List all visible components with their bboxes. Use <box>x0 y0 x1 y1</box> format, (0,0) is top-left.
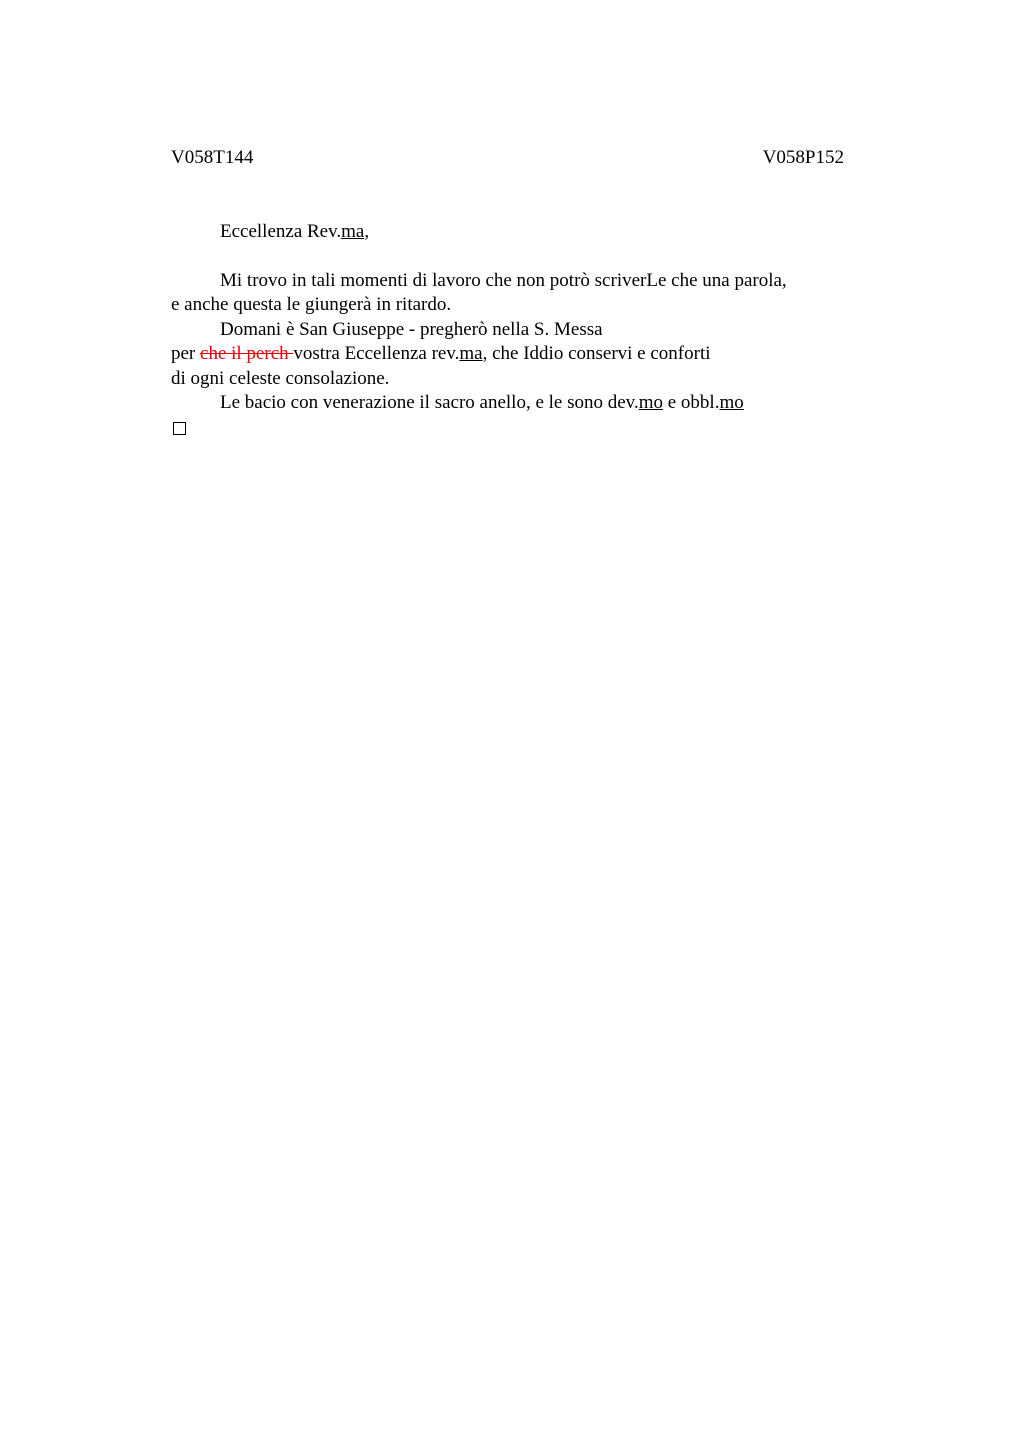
end-mark-line <box>171 416 851 443</box>
closing-abbreviation-1: mo <box>638 392 663 413</box>
salutation-punctuation: , <box>364 221 370 242</box>
paragraph-1-line-1: Mi trovo in tali momenti di lavoro che non potrò scriverLe che una parola, <box>220 269 787 291</box>
paragraph-2-line-3: di ogni celeste consolazione. <box>171 367 390 389</box>
paragraph-2-line-2-start: per <box>171 343 201 364</box>
deleted-text: che il perch <box>200 343 294 364</box>
paragraph-2-line-2 <box>171 342 851 367</box>
salutation <box>171 220 851 245</box>
paragraph-2-line-2-end: , che Iddio conservi e conforti <box>482 343 711 364</box>
document-code-right: V058P152 <box>762 147 844 168</box>
paragraph-1-line-2: e anche questa le giungerà in ritardo. <box>171 294 452 315</box>
blank-line <box>171 245 851 269</box>
paragraph-2-abbreviation: ma <box>459 343 483 364</box>
paragraph-2-line-1: Domani è San Giuseppe - pregherò nella S. Messa <box>220 318 603 340</box>
letter-body <box>171 220 851 442</box>
document-code-left: V058T144 <box>171 147 254 168</box>
empty-square-icon <box>173 422 186 435</box>
closing-text-1: Le bacio con venerazione il sacro anello, e le sono dev. <box>220 392 639 413</box>
paragraph-2-line-2-middle: vostra Eccellenza rev. <box>293 343 460 364</box>
closing-abbreviation-2: mo <box>719 392 744 413</box>
salutation-abbreviation: ma <box>341 221 365 242</box>
closing-line <box>171 391 851 416</box>
salutation-text: Eccellenza Rev. <box>220 221 342 242</box>
closing-text-2: e obbl. <box>662 392 720 413</box>
